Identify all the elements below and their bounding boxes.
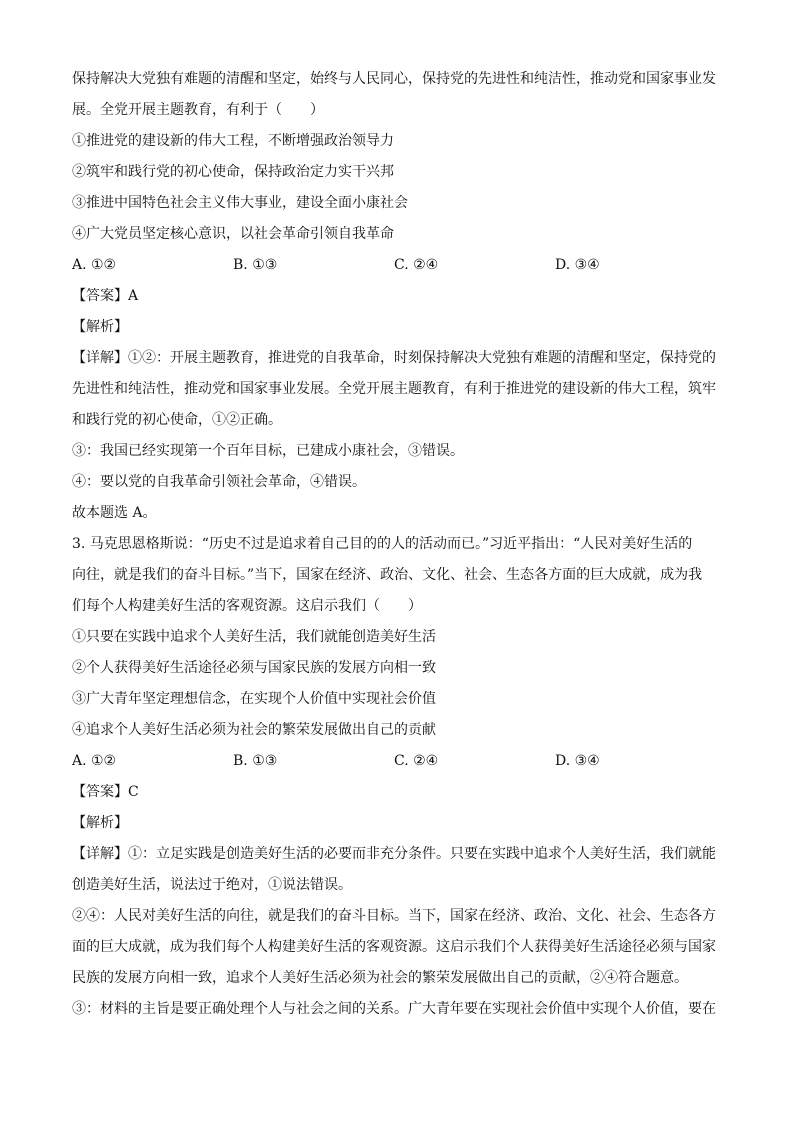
q3-choice-a: A. ①② [72, 753, 117, 769]
q3-option-3: ③广大青年坚定理想信念，在实现个人价值中实现社会价值 [72, 691, 436, 707]
q2-analysis-label: 【解析】 [72, 319, 128, 335]
q2-stem-line-2: 展。全党开展主题教育，有利于（ ） [72, 102, 324, 118]
q3-detail-line-2: 创造美好生活，说法过于绝对，①说法错误。 [72, 877, 352, 893]
q2-choice-c: C. ②④ [394, 257, 439, 273]
q3-stem-line-3: 们每个人构建美好生活的客观资源。这启示我们（ ） [72, 598, 422, 614]
q2-choice-d: D. ③④ [555, 257, 600, 273]
q2-detail-line-1: 【详解】①②：开展主题教育，推进党的自我革命，时刻保持解决大党独有难题的清醒和坚定，保持党的 [72, 350, 716, 366]
q3-detail-line-6: ③：材料的主旨是要正确处理个人与社会之间的关系。广大青年要在实现社会价值中实现个人价值，要在 [72, 1001, 716, 1017]
q2-choice-a: A. ①② [72, 257, 117, 273]
q3-option-4: ④追求个人美好生活必须为社会的繁荣发展做出自己的贡献 [72, 722, 436, 738]
q3-choices [72, 746, 724, 777]
q2-option-1: ①推进党的建设新的伟大工程，不断增强政治领导力 [72, 133, 394, 149]
q3-detail-line-3: ②④：人民对美好生活的向往，就是我们的奋斗目标。当下，国家在经济、政治、文化、社会、生态各方 [72, 908, 716, 924]
q2-option-4: ④广大党员坚定核心意识，以社会革命引领自我革命 [72, 226, 394, 242]
q2-answer: 【答案】A [72, 288, 139, 304]
q2-detail-line-4: ③：我国已经实现第一个百年目标，已建成小康社会，③错误。 [72, 443, 464, 459]
q2-choices [72, 250, 724, 281]
q3-option-1: ①只要在实践中追求个人美好生活，我们就能创造美好生活 [72, 629, 436, 645]
q3-detail-line-1: 【详解】①：立足实践是创造美好生活的必要而非充分条件。只要在实践中追求个人美好生活，我们就能 [72, 846, 716, 862]
q2-stem-line-1: 保持解决大党独有难题的清醒和坚定，始终与人民同心，保持党的先进性和纯洁性，推动党和国家事业发 [72, 71, 716, 87]
q3-stem-line-2: 向往，就是我们的奋斗目标。”当下，国家在经济、政治、文化、社会、生态各方面的巨大成就，成为我 [72, 567, 703, 583]
q3-option-2: ②个人获得美好生活途径必须与国家民族的发展方向相一致 [72, 660, 436, 676]
q3-choice-d: D. ③④ [555, 753, 600, 769]
q2-choice-b: B. ①③ [233, 257, 278, 273]
q2-option-2: ②筑牢和践行党的初心使命，保持政治定力实干兴邦 [72, 164, 394, 180]
q3-detail-line-5: 民族的发展方向相一致，追求个人美好生活必须为社会的繁荣发展做出自己的贡献，②④符合题意。 [72, 970, 688, 986]
q3-stem-line-1: 3. 马克思恩格斯说：“历史不过是追求着自己目的的人的活动而已。”习近平指出：“人民对美好生活的 [72, 536, 693, 552]
q3-analysis-label: 【解析】 [72, 815, 128, 831]
document-content [72, 64, 724, 1025]
q3-choice-b: B. ①③ [233, 753, 278, 769]
q2-detail-line-3: 和践行党的初心使命，①②正确。 [72, 412, 282, 428]
q3-answer: 【答案】C [72, 784, 139, 800]
q2-option-3: ③推进中国特色社会主义伟大事业，建设全面小康社会 [72, 195, 408, 211]
q3-detail-line-4: 面的巨大成就，成为我们每个人构建美好生活的客观资源。这启示我们个人获得美好生活途径必须与国家 [72, 939, 716, 955]
q2-detail-line-2: 先进性和纯洁性，推动党和国家事业发展。全党开展主题教育，有利于推进党的建设新的伟大工程，筑牢 [72, 381, 716, 397]
q3-choice-c: C. ②④ [394, 753, 439, 769]
q2-conclusion: 故本题选 A。 [72, 505, 157, 521]
q2-detail-line-5: ④：要以党的自我革命引领社会革命，④错误。 [72, 474, 366, 490]
